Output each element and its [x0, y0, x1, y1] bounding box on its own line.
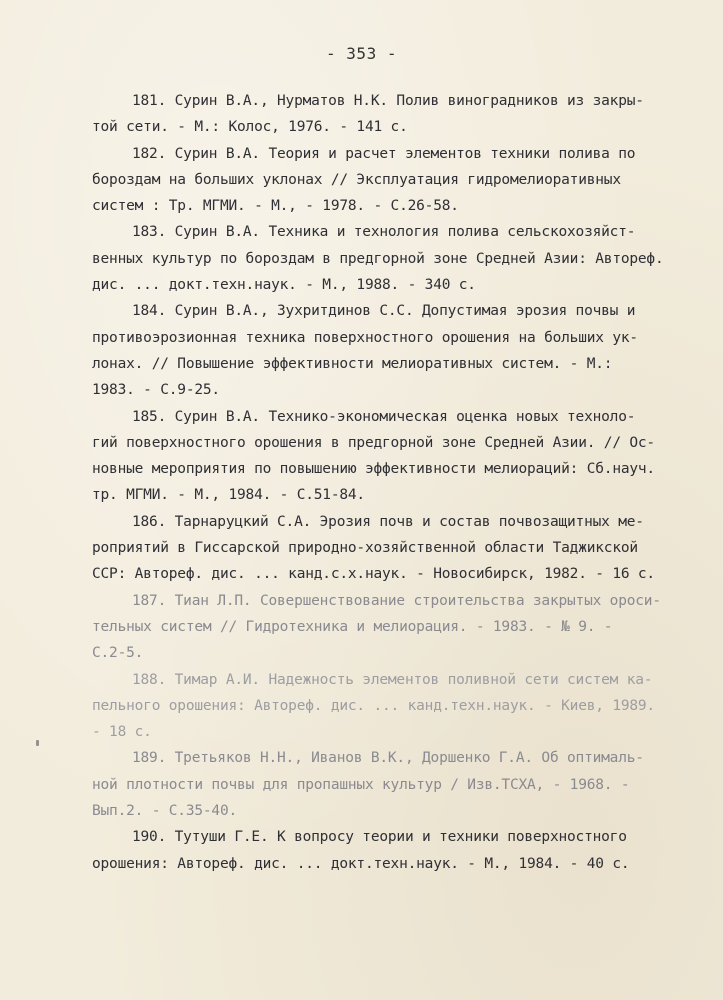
reference-line: тельных систем // Гидротехника и мелиорация. - 1983. - № 9. -: [92, 618, 613, 635]
reference-line: С.2-5.: [92, 645, 144, 662]
reference-line: 183. Сурин В.А. Техника и технология полива сельскохозяйст-: [132, 224, 636, 241]
reference-item: [92, 588, 682, 667]
reference-line: той сети. - М.: Колос, 1976. - 141 с.: [92, 119, 408, 136]
reference-line: дис. ... докт.техн.наук. - М., 1988. - 340 с.: [92, 277, 476, 294]
reference-item: [92, 667, 682, 746]
reference-item: [92, 509, 682, 588]
reference-line: 186. Тарнаруцкий С.А. Эрозия почв и состав почвозащитных ме-: [132, 513, 644, 530]
reference-item: [92, 824, 682, 877]
reference-line: роприятий в Гиссарской природно-хозяйственной области Таджикской: [92, 540, 638, 557]
reference-item: [92, 298, 682, 403]
reference-line: пельного орошения: Автореф. дис. ... канд.техн.наук. - Киев, 1989.: [92, 697, 655, 714]
reference-line: бороздам на больших уклонах // Эксплуатация гидромелиоративных: [92, 171, 621, 188]
paper-speck: [36, 740, 39, 746]
reference-item: [92, 745, 682, 824]
reference-line: новные мероприятия по повышению эффективности мелиораций: Сб.науч.: [92, 461, 655, 478]
reference-line: 182. Сурин В.А. Теория и расчет элементов техники полива по: [132, 145, 636, 162]
reference-line: - 18 с.: [92, 724, 152, 741]
reference-item: [92, 404, 682, 509]
reference-item: [92, 141, 682, 220]
reference-line: тр. МГМИ. - М., 1984. - С.51-84.: [92, 487, 365, 504]
reference-item: [92, 88, 682, 141]
reference-line: орошения: Автореф. дис. ... докт.техн.наук. - М., 1984. - 40 с.: [92, 855, 630, 872]
reference-line: 185. Сурин В.А. Технико-экономическая оценка новых техноло-: [132, 408, 636, 425]
reference-item: [92, 219, 682, 298]
reference-list: [92, 88, 682, 877]
reference-line: лонах. // Повышение эффективности мелиоративных систем. - М.:: [92, 355, 613, 372]
reference-line: Вып.2. - С.35-40.: [92, 803, 238, 820]
reference-line: 189. Третьяков Н.Н., Иванов В.К., Доршенко Г.А. Об оптималь-: [132, 750, 644, 767]
reference-line: венных культур по бороздам в предгорной зоне Средней Азии: Автореф.: [92, 250, 664, 267]
reference-line: 187. Тиан Л.П. Совершенствование строительства закрытых ороси-: [132, 592, 661, 609]
reference-line: 1983. - С.9-25.: [92, 382, 220, 399]
reference-line: 184. Сурин В.А., Зухритдинов С.С. Допустимая эрозия почвы и: [132, 303, 636, 320]
page-number: - 353 -: [326, 44, 397, 63]
reference-line: ной плотности почвы для пропашных культур / Изв.ТСХА, - 1968. -: [92, 776, 630, 793]
reference-line: 190. Тутуши Г.Е. К вопросу теории и техники поверхностного: [132, 829, 627, 846]
reference-line: гий поверхностного орошения в предгорной зоне Средней Азии. // Ос-: [92, 434, 655, 451]
reference-line: систем : Тр. МГМИ. - М., - 1978. - С.26-58.: [92, 198, 459, 215]
reference-line: 181. Сурин В.А., Нурматов Н.К. Полив виноградников из закры-: [132, 93, 644, 109]
reference-line: 188. Тимар А.И. Надежность элементов поливной сети систем ка-: [132, 671, 653, 688]
reference-line: противоэрозионная техника поверхностного орошения на больших ук-: [92, 329, 638, 346]
reference-line: ССР: Автореф. дис. ... канд.с.х.наук. - Новосибирск, 1982. - 16 с.: [92, 566, 655, 583]
